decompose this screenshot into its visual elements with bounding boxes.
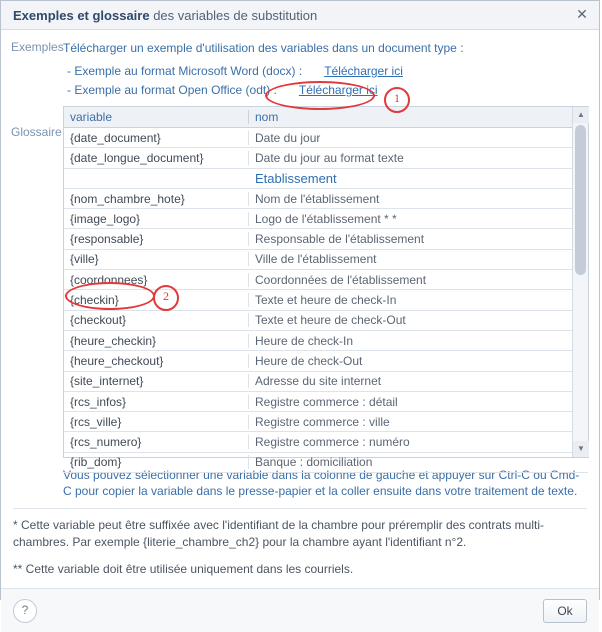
cell-nom: Responsable de l'établissement <box>255 232 425 247</box>
cell-nom: Ville de l'établissement <box>255 252 377 267</box>
cell-variable[interactable]: {rcs_ville} <box>64 415 249 429</box>
cell-variable[interactable]: {ville} <box>64 252 249 266</box>
examples-section <box>1 30 599 104</box>
cell-variable[interactable]: {nom_chambre_hote} <box>64 192 249 206</box>
title-bar <box>1 1 599 30</box>
table-row[interactable] <box>64 229 588 249</box>
cell-variable[interactable]: {heure_checkin} <box>64 334 249 348</box>
cell-nom: Texte et heure de check-In <box>255 293 397 308</box>
note-single-asterisk: * Cette variable peut être suffixée avec l'identifiant de la chambre pour préremplir des contrats multi-chambres. Par exemple {literie_chambre_ch2} pour la chambre ayant l'identifiant n°2. <box>13 518 544 549</box>
help-button[interactable]: ? <box>13 599 37 623</box>
cell-nom: Nom de l'établissement <box>255 191 380 206</box>
cell-nom: Texte et heure de check-Out <box>255 313 406 328</box>
cell-variable[interactable]: {heure_checkout} <box>64 354 249 368</box>
chevron-up-icon[interactable]: ▲ <box>573 107 589 123</box>
sidebar-item-examples: Exemples <box>11 40 64 54</box>
table-row[interactable] <box>64 392 588 412</box>
table-body[interactable] <box>64 128 588 473</box>
table-row[interactable] <box>64 432 588 452</box>
cell-section-title: Etablissement <box>255 170 337 186</box>
table-row[interactable] <box>64 453 588 473</box>
close-icon[interactable]: ✕ <box>576 6 588 22</box>
cell-variable[interactable]: {rcs_numero} <box>64 435 249 449</box>
example-row-odt <box>63 81 589 100</box>
scrollbar-thumb[interactable] <box>575 125 586 275</box>
divider <box>13 508 587 509</box>
table-row[interactable] <box>64 169 588 189</box>
cell-variable[interactable]: {date_document} <box>64 131 249 145</box>
example-docx-label: - Exemple au format Microsoft Word (docx) : <box>67 64 303 78</box>
table-row[interactable] <box>64 189 588 209</box>
chevron-down-icon[interactable]: ▼ <box>573 441 589 457</box>
table-header-row <box>64 107 588 128</box>
cell-nom: Banque : domiciliation <box>255 455 373 470</box>
cell-variable[interactable]: {checkout} <box>64 313 249 327</box>
page-title-rest: des variables de substitution <box>149 7 318 23</box>
footer-bar <box>1 588 599 632</box>
cell-nom: Date du jour au format texte <box>255 150 404 165</box>
cell-variable[interactable]: {image_logo} <box>64 212 249 226</box>
cell-variable[interactable]: {coordonnees} <box>64 273 249 287</box>
ok-button[interactable]: Ok <box>543 599 587 623</box>
examples-intro: Télécharger un exemple d'utilisation des variables dans un document type : <box>63 41 464 55</box>
cell-variable[interactable]: {checkin} <box>64 293 249 307</box>
page-title-strong: Exemples et glossaire <box>13 7 150 23</box>
cell-nom: Date du jour <box>255 130 321 145</box>
table-row[interactable] <box>64 351 588 371</box>
table-scrollbar[interactable] <box>572 107 588 457</box>
note-double-asterisk: ** Cette variable doit être utilisée uniquement dans les courriels. <box>13 562 354 576</box>
cell-variable[interactable]: {rib_dom} <box>64 455 249 469</box>
cell-variable[interactable]: {date_longue_document} <box>64 151 249 165</box>
cell-nom: Heure de check-In <box>255 333 354 348</box>
table-row[interactable] <box>64 331 588 351</box>
notes-section <box>13 517 587 588</box>
annotation-badge-1: 1 <box>384 87 410 113</box>
sidebar-item-glossaire: Glossaire <box>11 125 62 139</box>
cell-variable[interactable]: {responsable} <box>64 232 249 246</box>
copy-hint-text: Vous pouvez sélectionner une variable dans la colonne de gauche et appuyer sur Ctrl-C ou Cmd-C pour copier la variable dans le presse-papier et la coller ensuite dans votre traitement de texte. <box>63 468 580 498</box>
examples-content <box>63 30 599 104</box>
cell-nom: Logo de l'établissement * * <box>255 211 397 226</box>
example-odt-label: - Exemple au format Open Office (odt) : <box>67 83 277 97</box>
table-row[interactable] <box>64 270 588 290</box>
cell-nom: Registre commerce : ville <box>255 414 390 429</box>
page-title <box>13 8 573 23</box>
table-row[interactable] <box>64 250 588 270</box>
cell-nom: Coordonnées de l'établissement <box>255 272 427 287</box>
cell-nom: Heure de check-Out <box>255 353 363 368</box>
download-odt-link[interactable]: Télécharger ici <box>298 83 378 97</box>
column-header-variable: variable <box>64 110 249 124</box>
example-row-docx <box>63 62 589 81</box>
annotation-badge-2: 2 <box>153 285 179 311</box>
dialog-body <box>1 30 599 588</box>
cell-nom: Adresse du site internet <box>255 374 382 389</box>
glossary-table <box>63 106 589 470</box>
table-row[interactable] <box>64 209 588 229</box>
cell-variable[interactable]: {rcs_infos} <box>64 395 249 409</box>
table-row[interactable] <box>64 290 588 310</box>
table-row[interactable] <box>64 128 588 148</box>
table-row[interactable] <box>64 311 588 331</box>
table-row[interactable] <box>64 148 588 168</box>
table-row[interactable] <box>64 412 588 432</box>
table-row[interactable] <box>64 372 588 392</box>
download-docx-link[interactable]: Télécharger ici <box>324 64 403 78</box>
column-header-nom: nom <box>255 110 279 124</box>
cell-nom: Registre commerce : détail <box>255 394 398 409</box>
cell-nom: Registre commerce : numéro <box>255 435 410 450</box>
cell-variable[interactable]: {site_internet} <box>64 374 249 388</box>
